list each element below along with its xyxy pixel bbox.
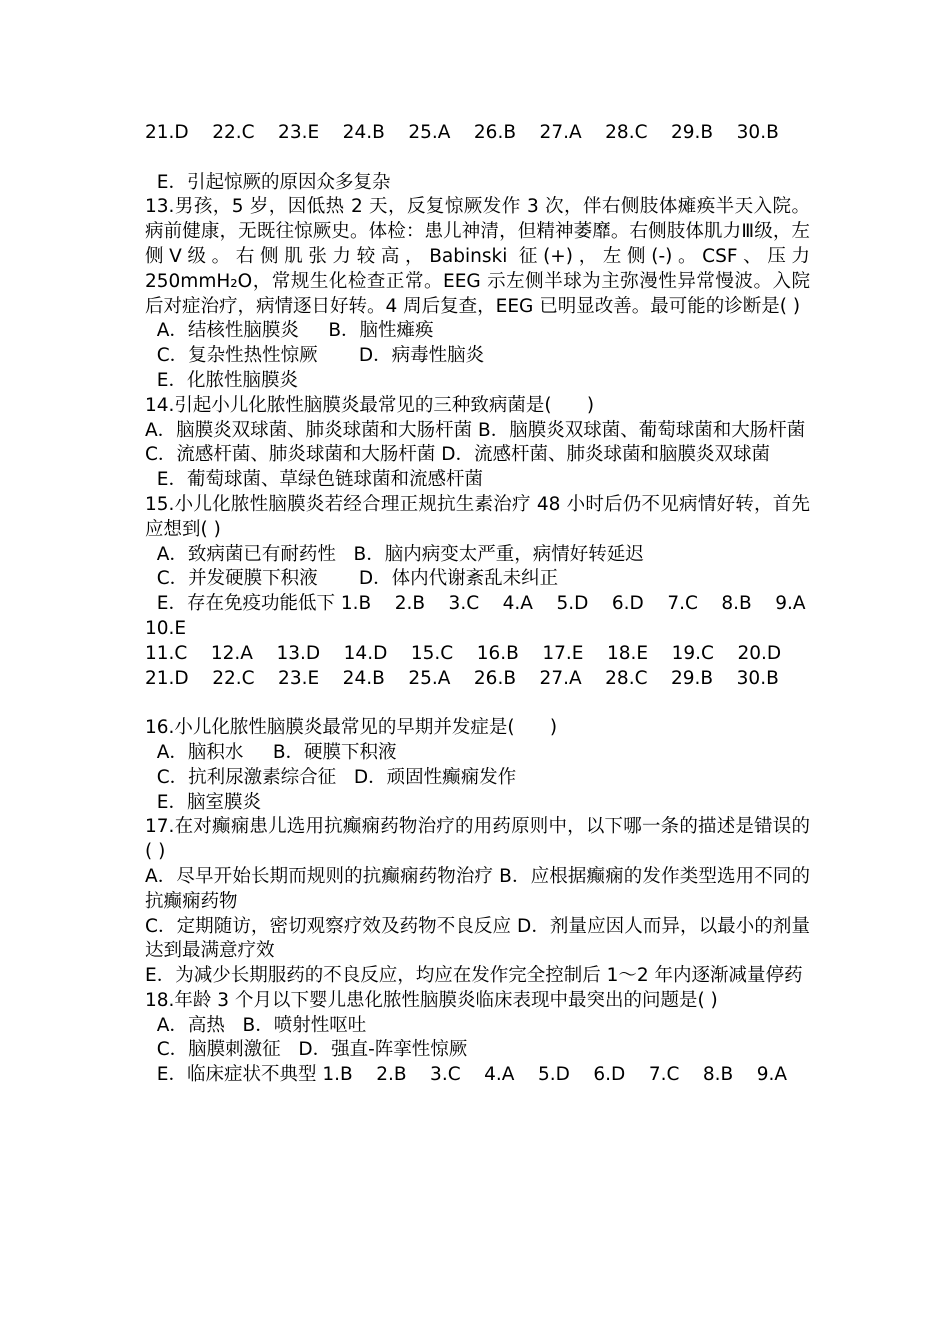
text-line: A．结核性脑膜炎 B．脑性瘫痪 (145, 320, 434, 342)
text-line: E．葡萄球菌、草绿色链球菌和流感杆菌 (145, 469, 483, 491)
text-line: 10.E (145, 617, 187, 639)
text-line: E．引起惊厥的原因众多复杂 (145, 171, 391, 193)
text-line: E．脑室膜炎 (145, 791, 261, 813)
text-line: C．并发硬膜下积液 D．体内代谢紊乱未纠正 (145, 568, 559, 590)
text-paragraph: 17.在对癫痫患儿选用抗癫痫药物治疗的用药原则中，以下哪一条的描述是错误的( ) (145, 816, 810, 863)
text-paragraph: 15.小儿化脓性脑膜炎若经合理正规抗生素治疗 48 小时后仍不见病情好转，首先应想到( ) (145, 493, 810, 540)
text-line: E．化脓性脑膜炎 (145, 369, 298, 391)
text-paragraph: C．流感杆菌、肺炎球菌和大肠杆菌 D．流感杆菌、肺炎球菌和脑膜炎双球菌 (145, 444, 771, 466)
blank-line (145, 146, 810, 171)
text-line: 16.小儿化脓性脑膜炎最常见的早期并发症是( ) (145, 717, 558, 739)
text-line: A．高热 B．喷射性呕吐 (145, 1014, 367, 1036)
text-paragraph: 18.年龄 3 个月以下婴儿患化脓性脑膜炎临床表现中最突出的问题是( ) (145, 989, 718, 1011)
blank-line (145, 691, 810, 716)
text-line: E．临床症状不典型 1.B 2.B 3.C 4.A 5.D 6.D 7.C 8.B 9.A (145, 1064, 788, 1086)
text-paragraph: 13.男孩，5 岁，因低热 2 天，反复惊厥发作 3 次，伴右侧肢体瘫痪半天入院。病前健康，无既往惊厥史。体检：患儿神清，但精神萎靡。右侧肢体肌力Ⅲ级，左侧Ⅴ级。右侧肌张力较高，Babinski 征(+)，左侧(-)。CSF、压力 250mmH₂O，常规生化检查正常。EEG 示左侧半球为主弥漫性异常慢波。入院后对症治疗，病情逐日好转。4 周后复查，EEG 已明显改善。最可能的诊断是( ) (145, 196, 810, 317)
text-line: 21.D 22.C 23.E 24.B 25.A 26.B 27.A 28.C 29.B 30.B (145, 122, 779, 143)
text-paragraph: C．定期随访，密切观察疗效及药物不良反应 D．剂量应因人而异，以最小的剂量达到最满意疗效 (145, 915, 810, 962)
text-line: C．复杂性热性惊厥 D．病毒性脑炎 (145, 345, 485, 367)
text-line: A．致病菌已有耐药性 B．脑内病变太严重，病情好转延迟 (145, 543, 644, 565)
text-line: C．脑膜刺激征 D．强直-阵挛性惊厥 (145, 1039, 468, 1061)
text-paragraph: A．尽早开始长期而规则的抗癫痫药物治疗 B．应根据癫痫的发作类型选用不同的抗癫痫药物 (145, 865, 810, 912)
text-line: C．抗利尿激素综合征 D．顽固性癫痫发作 (145, 766, 517, 788)
text-line: 11.C 12.A 13.D 14.D 15.C 16.B 17.E 18.E 19.C 20.D (145, 642, 782, 664)
text-paragraph: E．为减少长期服药的不良反应，均应在发作完全控制后 1～2 年内逐渐减量停药 (145, 965, 803, 987)
document-page (145, 121, 810, 1088)
text-line: A．脑积水 B．硬膜下积液 (145, 741, 397, 763)
text-line: 21.D 22.C 23.E 24.B 25.A 26.B 27.A 28.C 29.B 30.B (145, 667, 779, 689)
text-line: 14.引起小儿化脓性脑膜炎最常见的三种致病菌是( ) (145, 394, 595, 416)
text-line: E．存在免疫功能低下 1.B 2.B 3.C 4.A 5.D 6.D 7.C 8.B 9.A (145, 593, 806, 615)
text-paragraph: A．脑膜炎双球菌、肺炎球菌和大肠杆菌 B．脑膜炎双球菌、葡萄球菌和大肠杆菌 (145, 419, 806, 441)
